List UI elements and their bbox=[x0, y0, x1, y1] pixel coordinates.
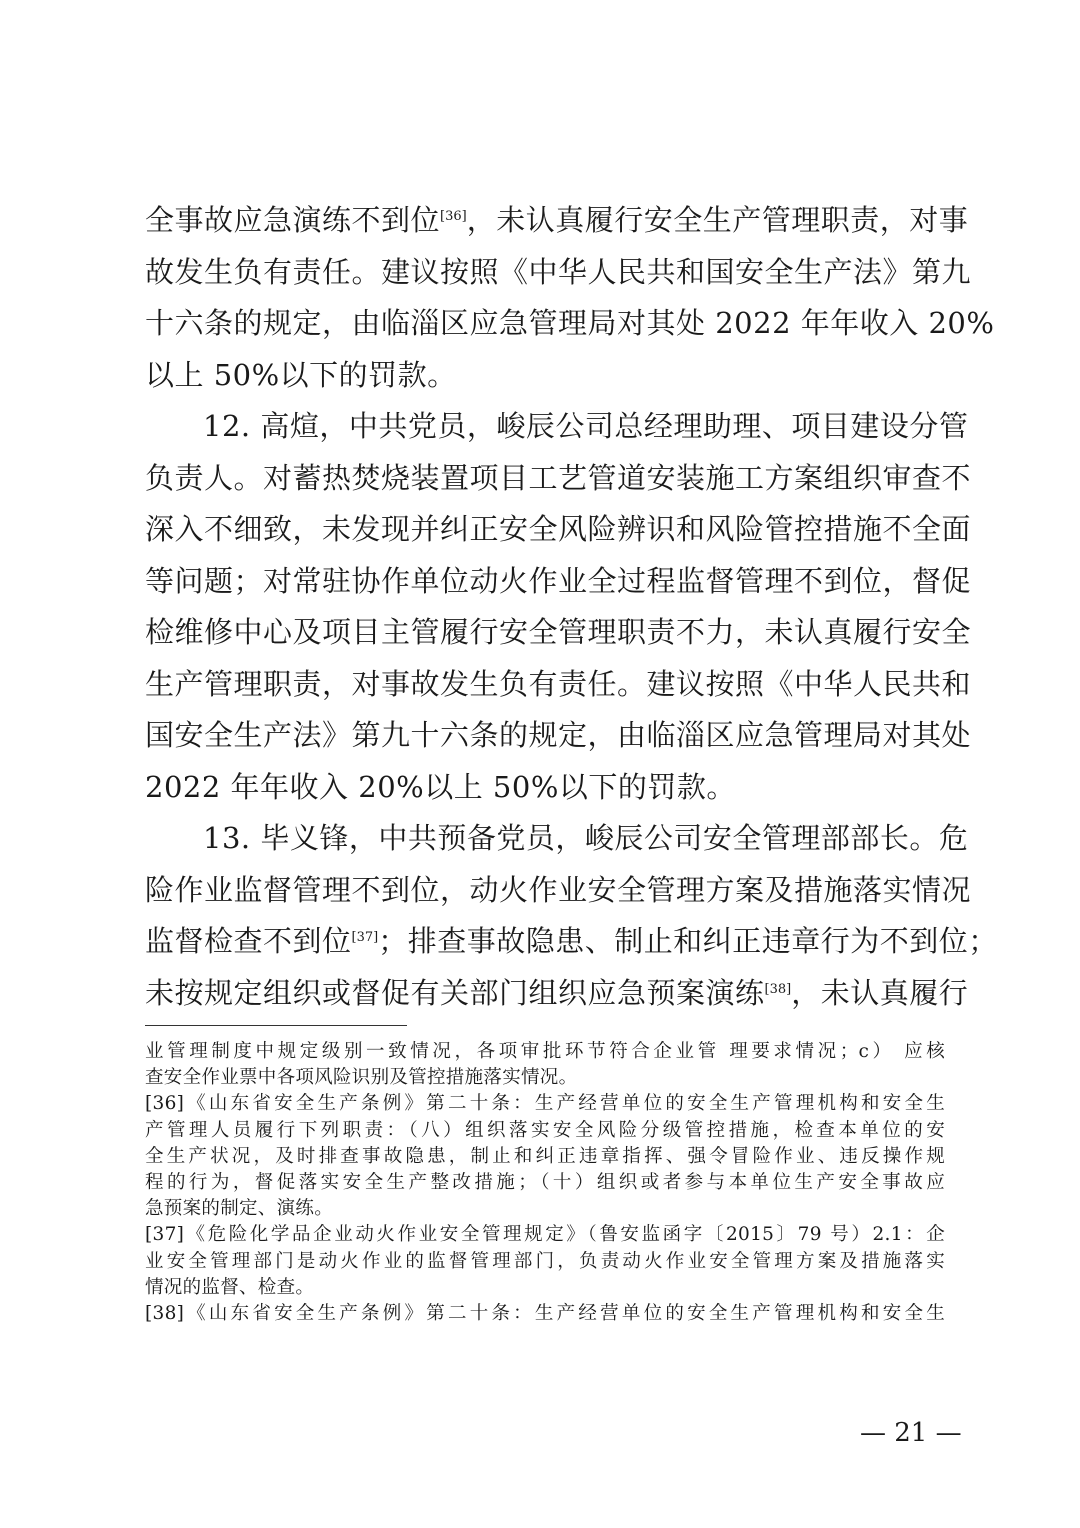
footnotes bbox=[145, 1039, 945, 1327]
text-line: 负责人。对蓄热焚烧装置项目工艺管道安装施工方案组织审查不 bbox=[145, 460, 972, 495]
footnote-line: 业管理制度中规定级别一致情况，各项审批环节符合企业管 理要求情况；c） 应核 bbox=[145, 1041, 945, 1062]
paragraph-1 bbox=[145, 195, 995, 401]
text-line: 险作业监督管理不到位，动火作业安全管理方案及措施落实情况 bbox=[145, 872, 972, 907]
text-line: 检维修中心及项目主管履行安全管理职责不力，未认真履行安全 bbox=[145, 615, 972, 649]
footnote-line: 产管理人员履行下列职责：（八）组织落实安全风险分级管控措施，检查本单位的安 bbox=[145, 1119, 945, 1141]
footnote-ref-38[interactable]: [38] bbox=[764, 981, 792, 997]
footnote-ref-36[interactable]: [36] bbox=[440, 209, 467, 224]
footnote-line: 情况的监督、检查。 bbox=[145, 1276, 315, 1298]
footnote-line: 业安全管理部门是动火作业的监督管理部门，负责动火作业安全管理方案及措施落实 bbox=[145, 1250, 945, 1272]
text-line: 深入不细致，未发现并纠正安全风险辨识和风险管控措施不全面 bbox=[145, 512, 972, 546]
body-text bbox=[145, 195, 998, 1019]
text-line: 全事故应急演练不到位[36]，未认真履行安全生产管理职责，对事 bbox=[145, 203, 969, 237]
footnote-line: 全生产状况，及时排查事故隐患，制止和纠正违章指挥、强令冒险作业、违反操作规 bbox=[145, 1145, 945, 1167]
text-line: 故发生负有责任。建议按照《中华人民共和国安全生产法》第九 bbox=[145, 254, 972, 289]
footnote-38: [38]《山东省安全生产条例》第二十条：生产经营单位的安全生产管理机构和安全生 bbox=[145, 1303, 945, 1325]
text-line: 监督检查不到位[37]；排查事故隐患、制止和纠正违章行为不到位； bbox=[145, 924, 998, 958]
footnote-line: 程的行为，督促落实安全生产整改措施；（十）组织或者参与本单位生产安全事故应 bbox=[145, 1172, 945, 1194]
text-line: 未按规定组织或督促有关部门组织应急预案演练[38]，未认真履行 bbox=[145, 975, 969, 1010]
text-line: 生产管理职责，对事故发生负有责任。建议按照《中华人民共和 bbox=[145, 666, 972, 701]
text-line: 等问题；对常驻协作单位动火作业全过程监督管理不到位，督促 bbox=[145, 563, 972, 598]
footnote-36: [36]《山东省安全生产条例》第二十条：生产经营单位的安全生产管理机构和安全生 bbox=[145, 1093, 945, 1115]
paragraph-13 bbox=[145, 813, 998, 1019]
footnote-line: 查安全作业票中各项风险识别及管控措施落实情况。 bbox=[145, 1067, 578, 1089]
text-line: 以上 50%以下的罚款。 bbox=[145, 357, 457, 392]
footnote-line: 急预案的制定、演练。 bbox=[145, 1198, 334, 1220]
text-line: 十六条的规定，由临淄区应急管理局对其处 2022 年年收入 20% bbox=[145, 306, 995, 340]
text-line: 2022 年年收入 20%以上 50%以下的罚款。 bbox=[145, 769, 736, 804]
footnote-ref-37[interactable]: [37] bbox=[351, 930, 379, 945]
text-line: 13. 毕义锋，中共预备党员，峻辰公司安全管理部部长。危 bbox=[203, 821, 969, 855]
paragraph-12 bbox=[145, 401, 972, 813]
text-line: 国安全生产法》第九十六条的规定，由临淄区应急管理局对其处 bbox=[145, 718, 972, 752]
text-line: 12. 高煊，中共党员，峻辰公司总经理助理、项目建设分管 bbox=[203, 409, 969, 443]
footnote-separator bbox=[145, 1025, 407, 1026]
page-number: — 21 — bbox=[860, 1418, 962, 1448]
footnote-37: [37]《危险化学品企业动火作业安全管理规定》（鲁安监函字〔2015〕79 号）2.1：企 bbox=[145, 1224, 945, 1246]
